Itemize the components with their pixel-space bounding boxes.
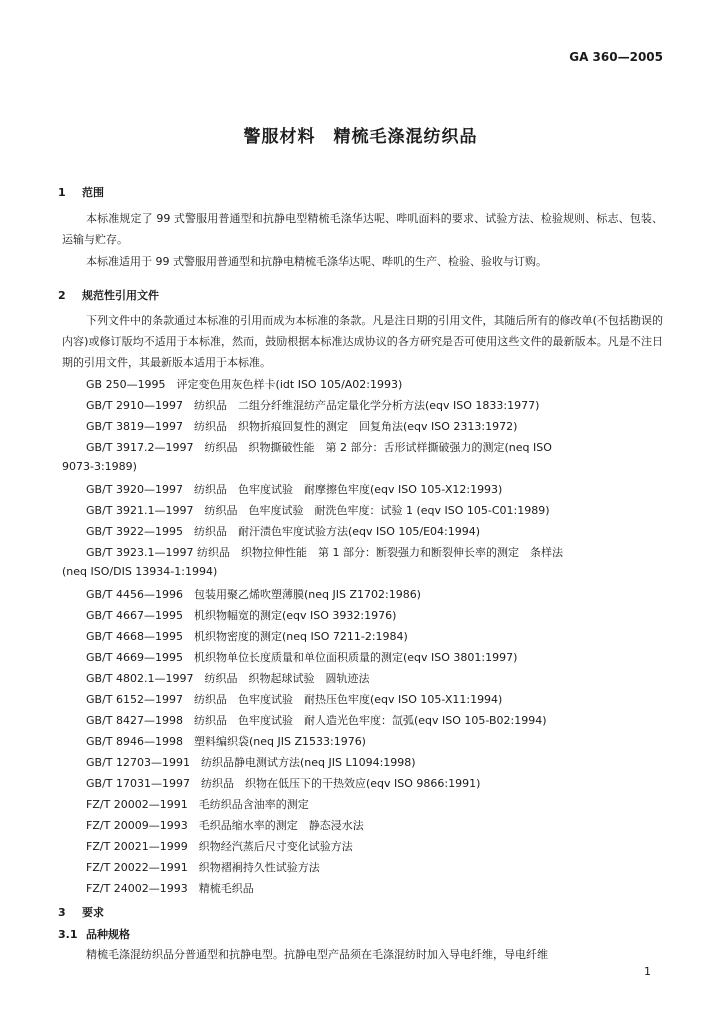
subsection-number: 3.1: [58, 928, 78, 941]
reference-item: GB 250—1995 评定变色用灰色样卡(idt ISO 105/A02:1993): [86, 378, 403, 391]
requirements-paragraph: 精梳毛涤混纺织品分普通型和抗静电型。抗静电型产品须在毛涤混纺时加入导电纤维，导电纤维: [86, 948, 548, 961]
page-number: 1: [644, 965, 651, 978]
reference-item: FZ/T 20021—1999 织物经汽蒸后尺寸变化试验方法: [86, 840, 353, 853]
reference-item: GB/T 6152—1997 纺织品 色牢度试验 耐热压色牢度(eqv ISO 105-X11:1994): [86, 693, 503, 706]
reference-item: GB/T 4668—1995 机织物密度的测定(neq ISO 7211-2:1984): [86, 630, 408, 643]
reference-item: GB/T 4667—1995 机织物幅宽的测定(eqv ISO 3932:1976): [86, 609, 397, 622]
standard-number: GA 360—2005: [569, 50, 663, 64]
reference-item: FZ/T 24002—1993 精梳毛织品: [86, 882, 254, 895]
section-heading-requirements: [58, 904, 104, 920]
reference-item: GB/T 17031—1997 纺织品 织物在低压下的干热效应(eqv ISO 9866:1991): [86, 777, 481, 790]
reference-item: GB/T 12703—1991 纺织品静电测试方法(neq JIS L1094:1998): [86, 756, 416, 769]
reference-item: GB/T 4456—1996 包装用聚乙烯吹塑薄膜(neq JIS Z1702:1986): [86, 588, 421, 601]
subsection-heading: [58, 926, 130, 942]
scope-paragraph-1: 本标准规定了 99 式警服用普通型和抗静电型精梳毛涤华达呢、哔叽面料的要求、试验方法、检验规则、标志、包装、运输与贮存。: [62, 212, 663, 246]
section-number: 2: [58, 289, 66, 302]
document-title: 警服材料 精梳毛涤混纺织品: [243, 127, 478, 147]
section-heading-references: [58, 287, 159, 303]
reference-item: FZ/T 20002—1991 毛纺织品含油率的测定: [86, 798, 309, 811]
reference-item: GB/T 3917.2—1997 纺织品 织物撕破性能 第 2 部分：舌形试样撕破强力的测定(neq ISO: [86, 441, 552, 454]
references-intro: 下列文件中的条款通过本标准的引用而成为本标准的条款。凡是注日期的引用文件，其随后所有的修改单(不包括勘误的内容)或修订版均不适用于本标准，然而，鼓励根据本标准达成协议的各方研究是否可使用这些文件的最新版本。凡是不注日期的引用文件，其最新版本适用于本标准。: [62, 314, 663, 369]
section-title: 要求: [82, 906, 104, 919]
reference-item: GB/T 8427—1998 纺织品 色牢度试验 耐人造光色牢度：氙弧(eqv ISO 105-B02:1994): [86, 714, 547, 727]
reference-item: GB/T 3819—1997 纺织品 织物折痕回复性的测定 回复角法(eqv ISO 2313:1972): [86, 420, 518, 433]
reference-item-continued: 9073-3:1989): [62, 460, 137, 473]
reference-item: GB/T 3923.1—1997 纺织品 织物拉伸性能 第 1 部分：断裂强力和断裂伸长率的测定 条样法: [86, 546, 563, 559]
section-heading-scope: [58, 184, 104, 200]
reference-item: FZ/T 20022—1991 织物褶裥持久性试验方法: [86, 861, 320, 874]
section-title: 范围: [82, 186, 104, 199]
reference-item: GB/T 3921.1—1997 纺织品 色牢度试验 耐洗色牢度：试验 1 (eqv ISO 105-C01:1989): [86, 504, 550, 517]
reference-item-continued: (neq ISO/DIS 13934-1:1994): [62, 565, 218, 578]
section-number: 3: [58, 906, 66, 919]
reference-item: GB/T 2910—1997 纺织品 二组分纤维混纺产品定量化学分析方法(eqv ISO 1833:1977): [86, 399, 540, 412]
scope-paragraph-2: 本标准适用于 99 式警服用普通型和抗静电精梳毛涤华达呢、哔叽的生产、检验、验收与订购。: [86, 255, 547, 268]
section-number: 1: [58, 186, 66, 199]
reference-item: GB/T 3920—1997 纺织品 色牢度试验 耐摩擦色牢度(eqv ISO 105-X12:1993): [86, 483, 503, 496]
reference-item: GB/T 4802.1—1997 纺织品 织物起球试验 圆轨迹法: [86, 672, 370, 685]
section-title: 规范性引用文件: [82, 289, 159, 302]
reference-item: FZ/T 20009—1993 毛织品缩水率的测定 静态浸水法: [86, 819, 364, 832]
reference-item: GB/T 4669—1995 机织物单位长度质量和单位面积质量的测定(eqv ISO 3801:1997): [86, 651, 518, 664]
reference-item: GB/T 8946—1998 塑料编织袋(neq JIS Z1533:1976): [86, 735, 366, 748]
subsection-title: 品种规格: [86, 928, 130, 941]
reference-item: GB/T 3922—1995 纺织品 耐汗渍色牢度试验方法(eqv ISO 105/E04:1994): [86, 525, 481, 538]
